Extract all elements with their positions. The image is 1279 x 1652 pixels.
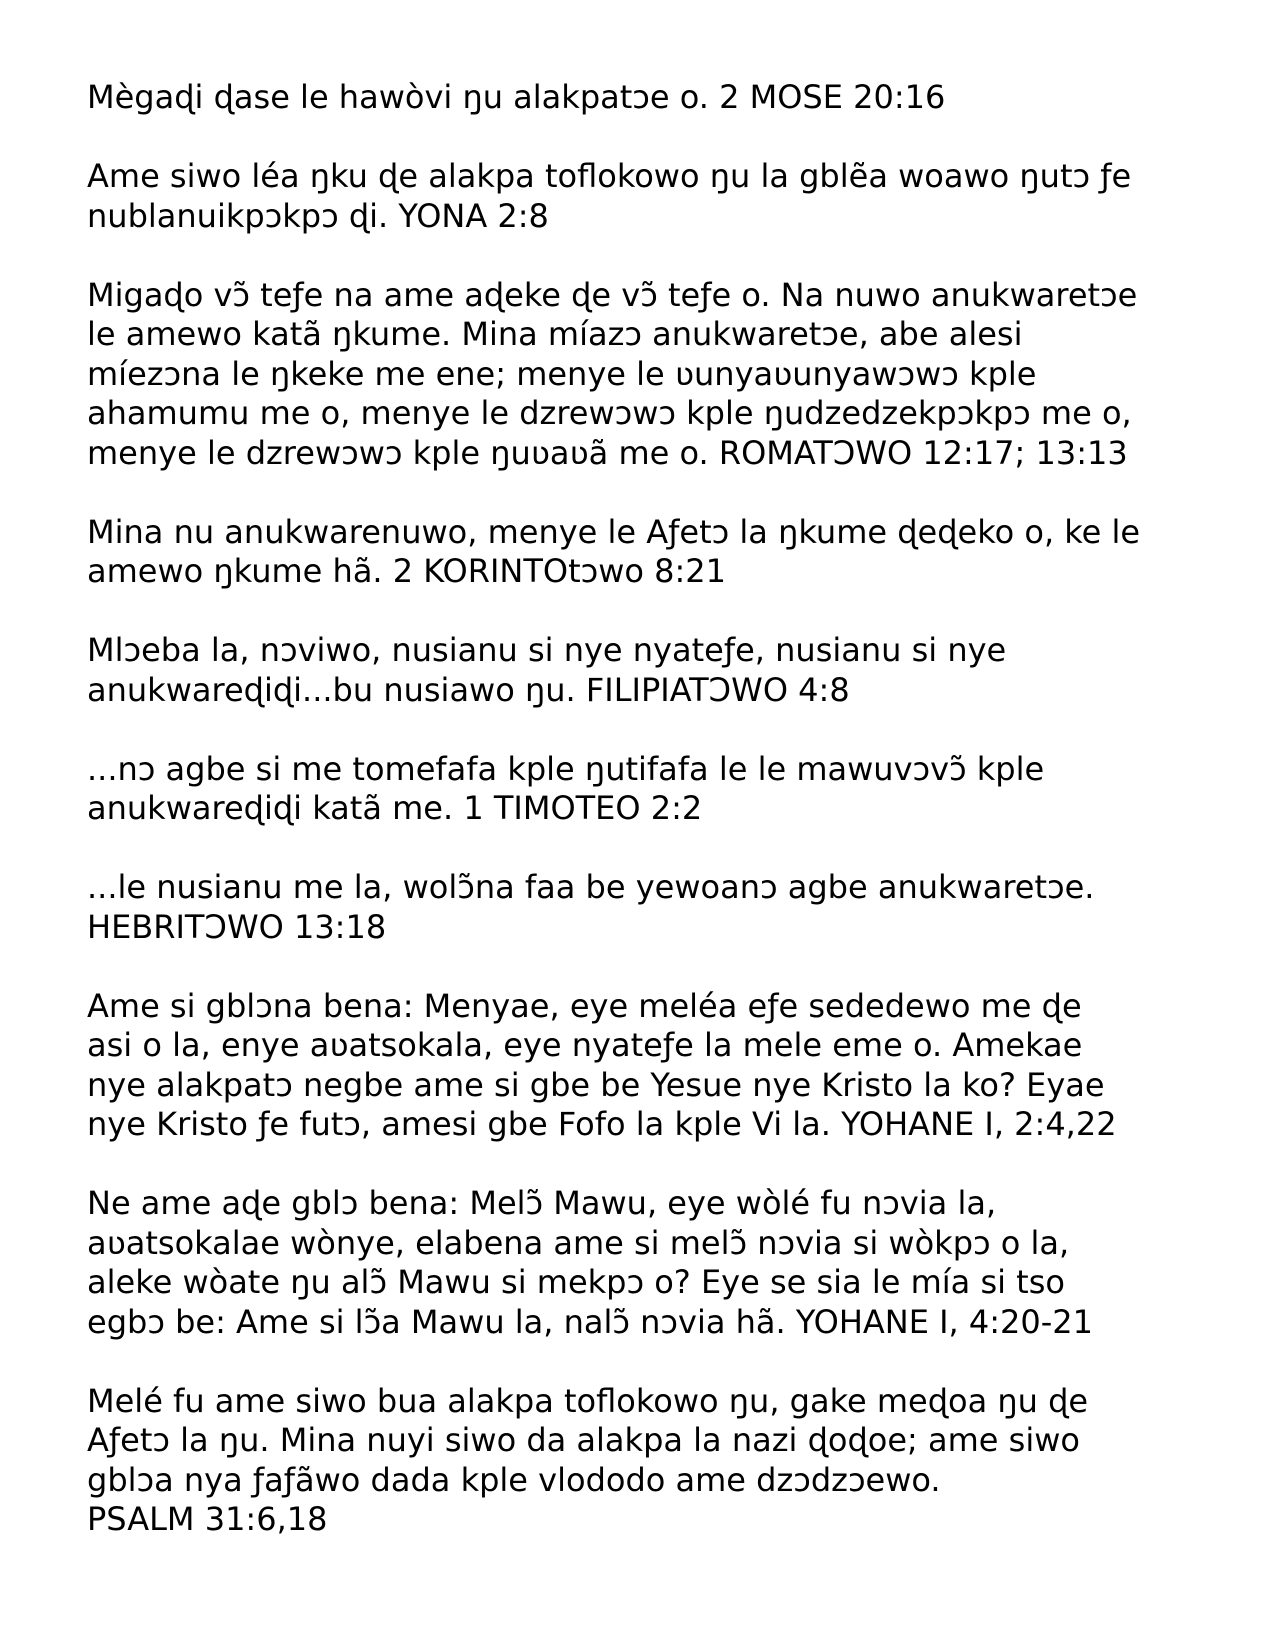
verse-7 <box>87 868 1237 947</box>
verse-4 <box>87 513 1237 592</box>
verse-line: ahamumu me o, menye le dzrewɔwɔ kple ŋudzedzekpɔkpɔ me o, <box>87 394 1132 432</box>
document-page <box>87 78 1237 1579</box>
verse-line: Melé fu ame siwo bua alakpa toflokowo ŋu, gake meɖoa ŋu ɖe <box>87 1381 1089 1420</box>
verse-line: Migaɖo vɔ̃ teƒe na ame aɖeke ɖe vɔ̃ teƒe o. Na nuwo anukwaretɔe <box>87 275 1138 314</box>
verse-line: Ame siwo léa ŋku ɖe alakpa toflokowo ŋu la gblẽa woawo ŋutɔ ƒe <box>87 157 1132 195</box>
verse-10 <box>87 1382 1237 1540</box>
verse-line: anukwareɖiɖi...bu nusiawo ŋu. FILIPIATƆWO 4:8 <box>87 670 850 709</box>
verse-9 <box>87 1184 1237 1342</box>
verse-line: Aƒetɔ la ŋu. Mina nuyi siwo da alakpa la nazi ɖoɖoe; ame siwo <box>87 1421 1080 1459</box>
verse-line: le amewo katã ŋkume. Mina míazɔ anukwaretɔe, abe alesi <box>87 315 1023 353</box>
verse-8 <box>87 987 1237 1145</box>
verse-line: menye le dzrewɔwɔ kple ŋuʋaʋã me o. ROMATƆWO 12:17; 13:13 <box>87 433 1128 472</box>
verse-1 <box>87 78 1237 118</box>
verse-line: gblɔa nya ƒaƒãwo dada kple vlododo ame dzɔdzɔewo. <box>87 1460 941 1499</box>
verse-line: ...le nusianu me la, wolɔ̃na faa be yewoanɔ agbe anukwaretɔe. <box>87 868 1095 906</box>
verse-line: HEBRITƆWO 13:18 <box>87 907 387 946</box>
verse-3 <box>87 276 1237 474</box>
verse-line: Ne ame aɖe gblɔ bena: Melɔ̃ Mawu, eye wòlé fu nɔvia la, <box>87 1184 997 1222</box>
verse-6 <box>87 750 1237 829</box>
verse-line: nublanuikpɔkpɔ ɖi. YONA 2:8 <box>87 196 549 235</box>
verse-line: aʋatsokalae wònye, elabena ame si melɔ̃ nɔvia si wòkpɔ o la, <box>87 1223 1070 1262</box>
verse-line: Ame si gblɔna bena: Menyae, eye meléa eƒe sededewo me ɖe <box>87 986 1082 1025</box>
verse-line: aleke wòate ŋu alɔ̃ Mawu si mekpɔ o? Eye se sia le mía si tso <box>87 1263 1065 1301</box>
verse-line: anukwareɖiɖi katã me. 1 TIMOTEO 2:2 <box>87 789 703 827</box>
verse-line: Mina nu anukwarenuwo, menye le Aƒetɔ la ŋkume ɖeɖeko o, ke le <box>87 512 1141 551</box>
verse-line: Mlɔeba la, nɔviwo, nusianu si nye nyateƒe, nusianu si nye <box>87 631 1007 669</box>
verse-5 <box>87 631 1237 710</box>
verse-line: egbɔ be: Ame si lɔ̃a Mawu la, nalɔ̃ nɔvia hã. YOHANE I, 4:20-21 <box>87 1302 1094 1341</box>
verse-line: míezɔna le ŋkeke me ene; menye le ʋunyaʋunyawɔwɔ kple <box>87 354 1037 393</box>
verse-line: nye alakpatɔ negbe ame si gbe be Yesue nye Kristo la ko? Eyae <box>87 1065 1105 1104</box>
verse-line: Mègaɖi ɖase le hawòvi ŋu alakpatɔe o. 2 MOSE 20:16 <box>87 78 946 116</box>
verse-line: ...nɔ agbe si me tomefafa kple ŋutifafa le le mawuvɔvɔ̃ kple <box>87 749 1045 788</box>
verse-line: amewo ŋkume hã. 2 KORINTOtɔwo 8:21 <box>87 552 726 590</box>
verse-2 <box>87 157 1237 236</box>
verse-line: PSALM 31:6,18 <box>87 1500 328 1538</box>
verse-line: nye Kristo ƒe futɔ, amesi gbe Fofo la kple Vi la. YOHANE I, 2:4,22 <box>87 1105 1117 1143</box>
verse-line: asi o la, enye aʋatsokala, eye nyateƒe la mele eme o. Amekae <box>87 1026 1083 1064</box>
